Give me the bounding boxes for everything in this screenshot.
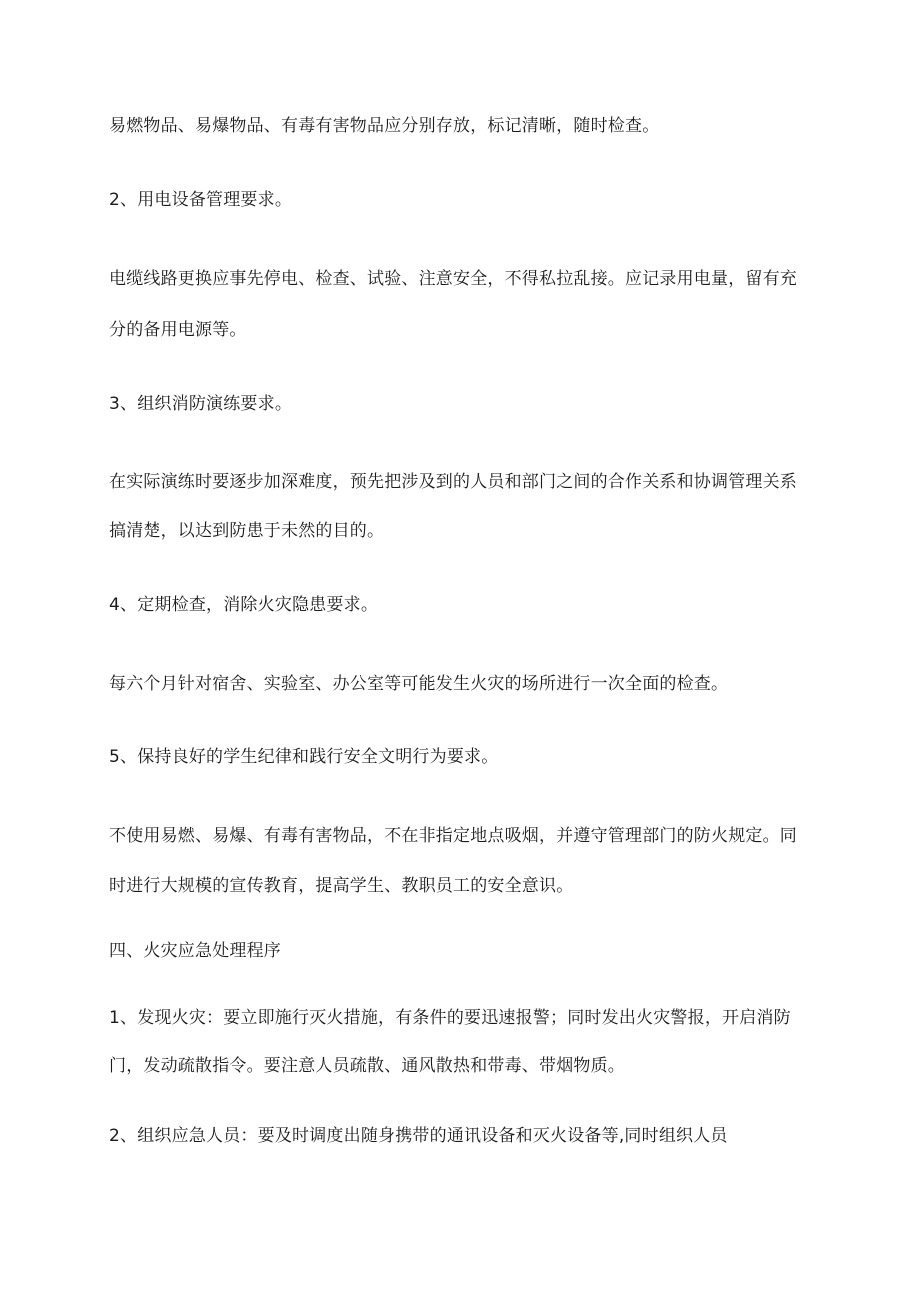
chapter-heading: 四、火灾应急处理程序 [109,941,281,961]
section-heading: 2、用电设备管理要求。 [109,190,293,210]
paragraph-line: 每六个月针对宿舍、实验室、办公室等可能发生火灾的场所进行一次全面的检查。 [109,674,729,694]
section-heading: 3、组织消防演练要求。 [109,394,293,414]
paragraph-line: 搞清楚，以达到防患于未然的目的。 [109,521,385,541]
section-heading: 4、定期检查，消除火灾隐患要求。 [109,595,379,615]
paragraph-line: 易燃物品、易爆物品、有毒有害物品应分别存放，标记清晰，随时检查。 [109,116,660,136]
section-heading: 5、保持良好的学生纪律和践行安全文明行为要求。 [109,747,499,767]
paragraph-line: 在实际演练时要逐步加深难度，预先把涉及到的人员和部门之间的合作关系和协调管理关系 [109,472,797,492]
paragraph-line: 2、组织应急人员：要及时调度出随身携带的通讯设备和灭火设备等,同时组织人员 [109,1126,728,1146]
paragraph-line: 分的备用电源等。 [109,320,247,340]
paragraph-line: 不使用易燃、易爆、有毒有害物品，不在非指定地点吸烟，并遵守管理部门的防火规定。同 [109,826,797,846]
paragraph-line: 电缆线路更换应事先停电、检查、试验、注意安全，不得私拉乱接。应记录用电量，留有充 [109,269,797,289]
paragraph-line: 门，发动疏散指令。要注意人员疏散、通风散热和带毒、带烟物质。 [109,1056,625,1076]
paragraph-line: 1、发现火灾：要立即施行灭火措施，有条件的要迅速报警；同时发出火灾警报，开启消防 [109,1008,791,1028]
paragraph-line: 时进行大规模的宣传教育，提高学生、教职员工的安全意识。 [109,876,574,896]
